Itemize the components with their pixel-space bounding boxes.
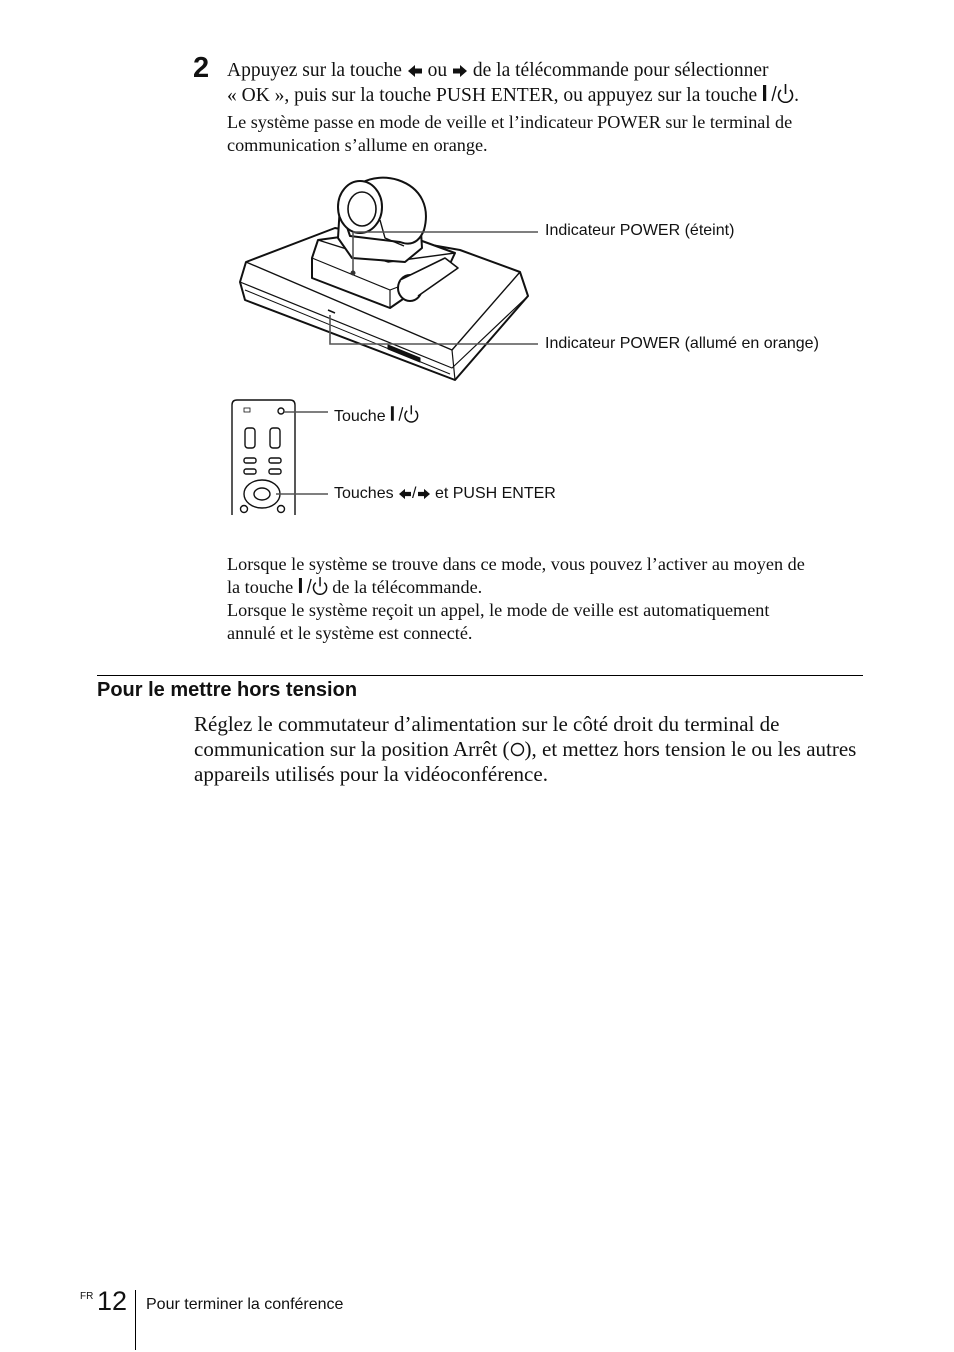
step-text: Appuyez sur la touche [227,60,407,81]
right-arrow-icon [417,488,431,500]
standby-power-icon [390,404,419,423]
step-instruction-line-1 [227,59,769,83]
footer-page-number: 12 [97,1286,128,1316]
para-text: la touche [227,577,298,597]
after-figure-line-2 [227,576,482,599]
section-divider [97,675,863,676]
after-figure-line-3: Lorsque le système reçoit un appel, le mode de veille est automatiquement [227,600,770,620]
para-text: de la télécommande. [327,577,483,597]
step-note-line-2: communication s’allume en orange. [227,135,488,155]
section-text: ), et mettez hors tension le ou les autres [524,737,857,761]
step-instruction-line-2 [227,83,799,108]
step-text: de la télécommande pour sélectionner [468,60,769,81]
step-text: ou [422,60,453,81]
callout-text: Touche [334,408,391,425]
section-body-line-2 [194,737,856,762]
callout-text: et PUSH ENTER [430,485,556,502]
after-figure-line-4: annulé et le système est connecté. [227,623,473,643]
off-circle-icon [510,742,525,757]
after-figure-line-1: Lorsque le système se trouve dans ce mode, vous pouvez l’activer au moyen de [227,554,805,574]
footer-language-code: FR [80,1291,94,1302]
section-body-line-3: appareils utilisés pour la vidéoconférence. [194,762,548,786]
footer-chapter-title: Pour terminer la conférence [146,1296,344,1313]
standby-power-icon [762,83,794,103]
section-body-line-1: Réglez le commutateur d’alimentation sur le côté droit du terminal de [194,712,780,736]
callout-power-off: Indicateur POWER (éteint) [545,222,735,239]
standby-power-icon [298,576,328,595]
callout-power-orange: Indicateur POWER (allumé en orange) [545,335,819,352]
left-arrow-icon [407,64,423,78]
section-text: communication sur la position Arrêt ( [194,737,510,761]
step-text: . [794,85,799,106]
step-text: « OK », puis sur la touche PUSH ENTER, ou appuyez sur la touche [227,85,763,106]
callout-standby-key [334,404,419,426]
step-number: 2 [193,52,210,84]
callout-arrow-keys: Touches / et PUSH ENTER [334,485,556,502]
section-heading: Pour le mettre hors tension [97,679,358,701]
left-arrow-icon [398,488,412,500]
footer-divider [135,1290,136,1350]
step-note-line-1: Le système passe en mode de veille et l’indicateur POWER sur le terminal de [227,112,793,132]
callout-text: Touches [334,485,399,502]
right-arrow-icon [452,64,468,78]
